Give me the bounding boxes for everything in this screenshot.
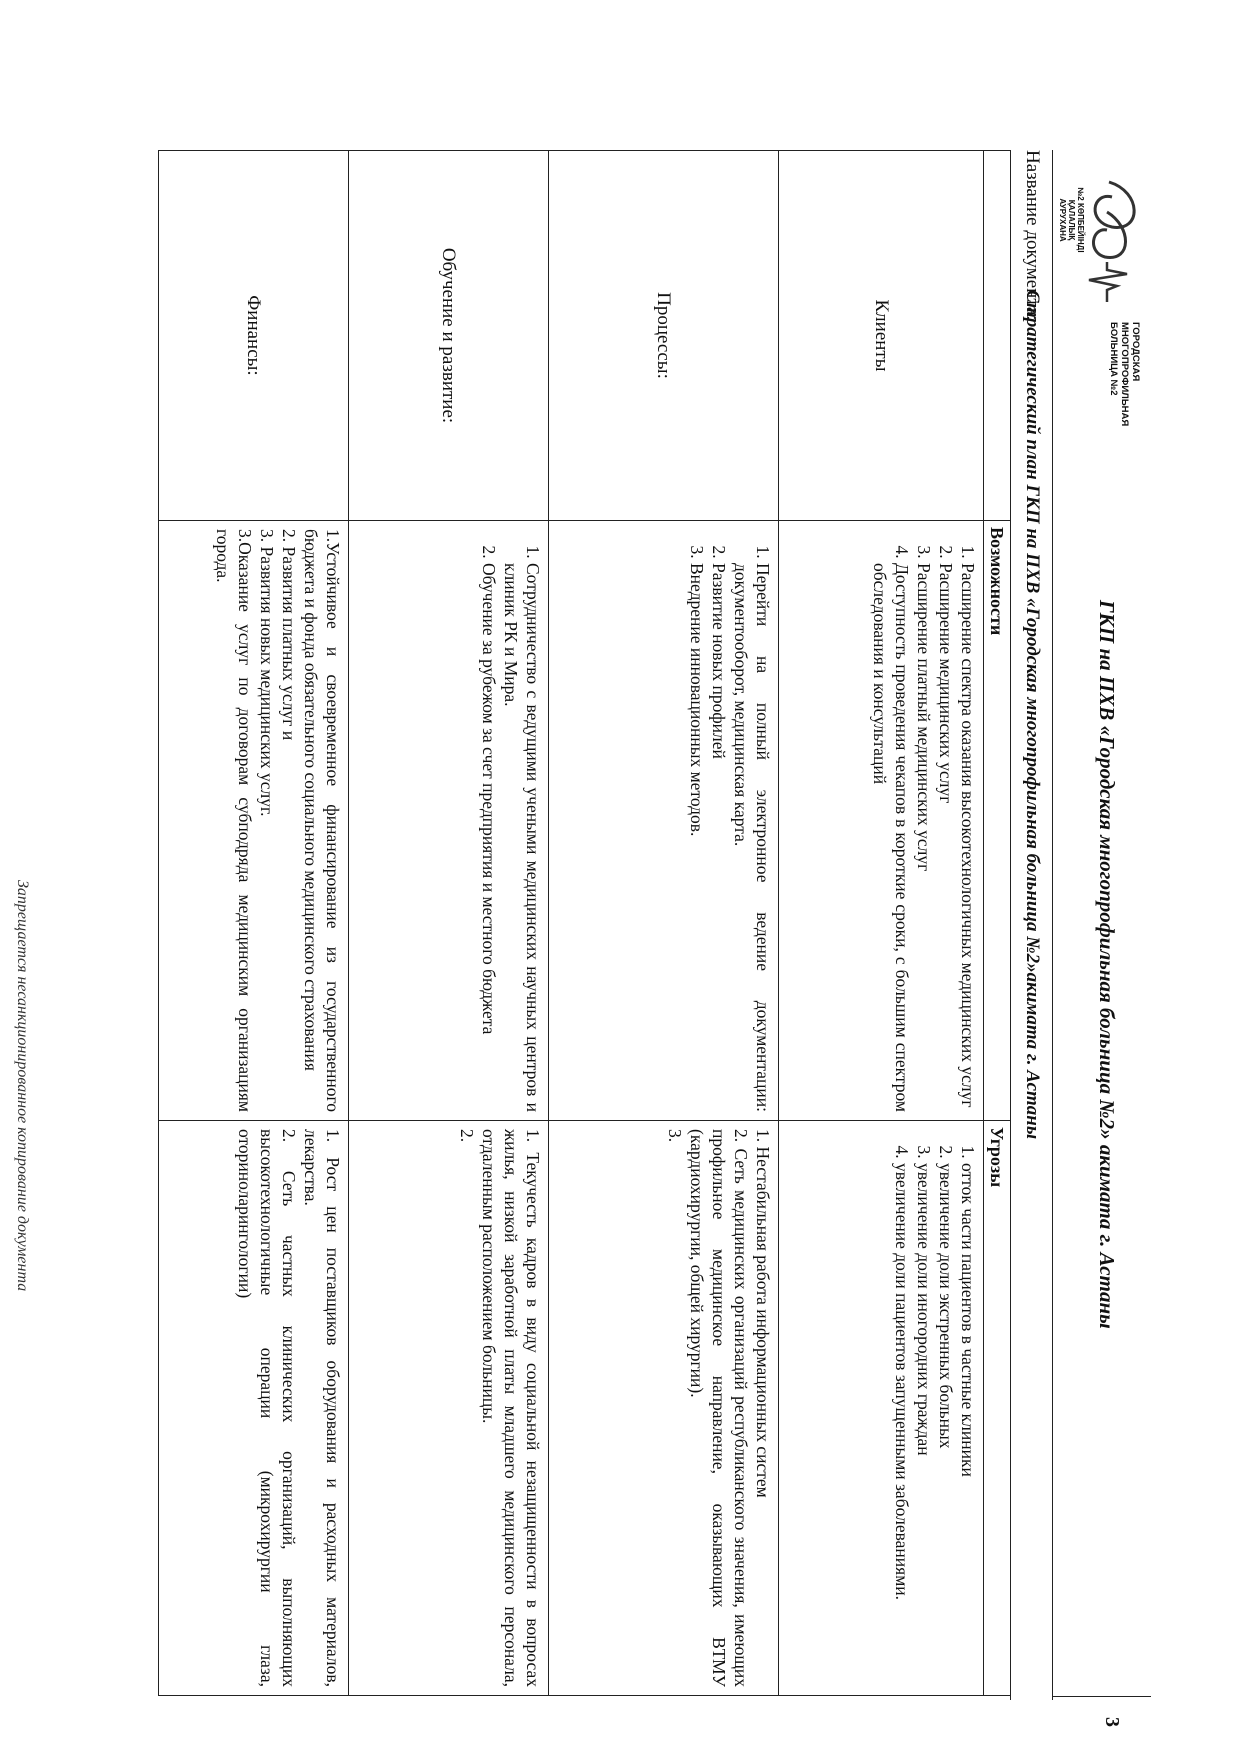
opportunities-cell [549, 521, 779, 1121]
swot-table [158, 150, 1011, 1696]
document-name-row [1010, 150, 1051, 1700]
list-item: 1. Расширение спектра оказания высокотехнологичных медицинских услуг [957, 563, 979, 1112]
footer-note: Запрещается несанкционированное копирование документа [14, 880, 31, 1292]
threats-cell [549, 1121, 779, 1696]
list-item: 2. Сеть частных клинических организаций, выполняющих высокотехнологичные операции (микрохирургии глаза, оториноларингологии) [235, 1129, 299, 1687]
list-item: 1. Текучесть кадров в виду социальной незащищенности в вопросах жилья, низкой заработной платы младшего медицинского персонала, отдаленным расположением больницы. [479, 1129, 543, 1687]
list-item: 2. Сеть медицинских организаций республиканского значения, имеющих профильное медицинское направление, оказывающих ВТМУ (кардиохирургии, общей хирургии). [687, 1129, 751, 1687]
document-header [1052, 150, 1151, 1727]
table-row [549, 151, 779, 1696]
document-name-label: Название документа: [1022, 150, 1043, 321]
list-item: 3. [665, 1129, 685, 1143]
list-item: 1. Рост цен поставщиков оборудования и расходных материалов, лекарства. [301, 1129, 343, 1687]
list-item: 3. увеличение доли иногородних граждан [913, 1163, 935, 1687]
list-item: 4. Доступность проведения чекапов в короткие сроки, с большим спектром обследования и консультаций [869, 563, 913, 1112]
list-item: 3. Развития новых медицинских услуг. [257, 529, 277, 817]
threats-cell [159, 1121, 349, 1696]
list-item: 2. [457, 1129, 477, 1143]
list-item: 2. Развитие новых профилей [708, 563, 730, 1112]
header-threats: Угрозы [984, 1121, 1011, 1696]
row-category: Клиенты [779, 151, 984, 521]
header-opportunities: Возможности [984, 521, 1011, 1121]
list-item: 1. Сотрудничество с ведущими учеными медицинских научных центров и клиник РК и Мира. [500, 563, 544, 1112]
list-item: 3. Внедрение инновационных методов. [686, 563, 708, 1112]
list-item: 2. Развития платных услуг и [279, 529, 299, 741]
threats-cell [349, 1121, 549, 1696]
list-item: 2. Обучение за рубежом за счет предприятия и местного бюджета [478, 563, 500, 1112]
table-row [349, 151, 549, 1696]
document-name-value: Стратегический план ГКП на ПХВ «Городская многопрофильная больница №2»акимата г. Астаны [1022, 290, 1043, 1140]
list-item: 1. Перейти на полный электронное ведение документации: документооборот, медицинская карта. [730, 563, 774, 1112]
opportunities-cell [349, 521, 549, 1121]
document-title: ГКП на ПХВ «Городская многопрофильная больница №2» акимата г. Астаны [1095, 600, 1119, 1329]
list-item: 1.Устойчивое и своевременное финансирование из государственного бюджета и фонда обязательного социального медицинского страхования [301, 529, 343, 1112]
table-row [159, 151, 349, 1696]
row-category: Процессы: [549, 151, 779, 521]
list-item: 1. Нестабильная работа информационных систем [753, 1129, 773, 1498]
row-category: Обучение и развитие: [349, 151, 549, 521]
threats-cell [779, 1121, 984, 1696]
logo-text-kz: №2 КӨПБЕЙІНДІ ҚАЛАЛЫҚ АУРУХАНА [1058, 187, 1085, 253]
page-number-divider [1053, 1696, 1151, 1697]
table-row [779, 151, 984, 1696]
list-item: 3. Расширение платный медицинских услуг [913, 563, 935, 1112]
list-item: 1. отток части пациентов в частные клиники [957, 1163, 979, 1687]
list-item: 2. увеличение доли экстренных больных [935, 1163, 957, 1687]
header-empty [984, 151, 1011, 521]
row-category: Финансы: [159, 151, 349, 521]
page-number: 3 [1101, 1717, 1123, 1727]
opportunities-cell [779, 521, 984, 1121]
table-header-row [984, 151, 1011, 1696]
logo-text-ru: ГОРОДСКАЯ МНОГОПРОФИЛЬНАЯ БОЛЬНИЦА №2 [1108, 322, 1141, 427]
list-item: 3.Оказание услуг по договорам субподряда медицинским организациям города. [213, 529, 255, 1112]
opportunities-cell [159, 521, 349, 1121]
list-item: 4. увеличение доли пациентов запущенными заболеваниями. [891, 1163, 913, 1687]
list-item: 2. Расширение медицинских услуг [935, 563, 957, 1112]
hospital-logo [1059, 172, 1147, 472]
